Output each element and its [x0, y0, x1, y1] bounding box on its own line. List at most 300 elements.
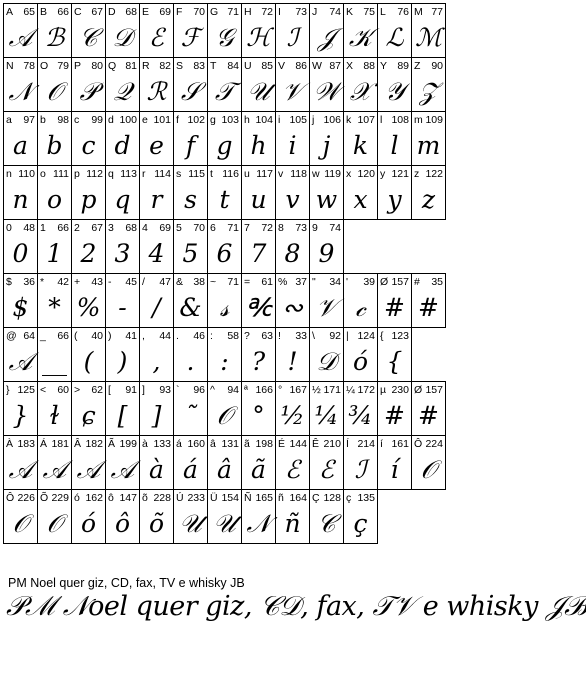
- character-code: 171: [323, 384, 341, 396]
- glyph-cell: [344, 436, 378, 490]
- character-code: 68: [125, 222, 137, 234]
- script-glyph: i: [288, 131, 297, 160]
- cell-label: [210, 113, 239, 127]
- character-key: f: [176, 114, 179, 126]
- script-glyph: 𝒮: [180, 77, 201, 106]
- glyph-cell: [4, 328, 38, 382]
- character-code: 121: [391, 168, 409, 180]
- character-code: 35: [431, 276, 443, 288]
- character-code: 117: [256, 168, 273, 180]
- character-code: 115: [188, 168, 205, 180]
- character-key: e: [142, 114, 148, 126]
- character-code: 36: [23, 276, 35, 288]
- glyph-cell: [344, 4, 378, 58]
- glyph-cell: [242, 490, 276, 544]
- character-key: ': [346, 276, 349, 288]
- script-glyph: ℀: [245, 293, 272, 322]
- grid-row: [4, 58, 446, 112]
- script-glyph: :: [220, 347, 229, 376]
- cell-label: [176, 491, 205, 505]
- cell-label: [414, 275, 443, 289]
- glyph-cell: [72, 382, 106, 436]
- character-code: 78: [23, 60, 35, 72]
- cell-label: [380, 383, 409, 397]
- character-code: 106: [323, 114, 341, 126]
- script-glyph: f: [185, 131, 196, 160]
- empty-cell: [378, 490, 412, 544]
- cell-label: [108, 113, 137, 127]
- cell-label: [40, 167, 69, 181]
- cell-label: [40, 275, 69, 289]
- cell-label: [176, 437, 205, 451]
- character-code: 70: [193, 222, 205, 234]
- cell-label: [312, 5, 341, 19]
- character-key: @: [6, 330, 17, 342]
- character-code: 71: [227, 276, 239, 288]
- script-glyph: ∾: [282, 293, 303, 322]
- script-glyph: ℋ: [246, 23, 271, 52]
- script-glyph: z: [421, 185, 436, 214]
- script-glyph: 𝒲: [313, 77, 340, 106]
- glyph-cell: [378, 4, 412, 58]
- character-key: 7: [244, 222, 250, 234]
- script-glyph: 𝒪: [420, 455, 437, 484]
- script-glyph: ℳ: [415, 23, 442, 52]
- script-glyph: ]: [151, 401, 162, 430]
- character-code: 46: [193, 330, 205, 342]
- script-glyph: u: [250, 185, 267, 214]
- cell-label: [176, 5, 205, 19]
- character-key: H: [244, 6, 252, 18]
- glyph-cell: [310, 490, 344, 544]
- glyph-cell: [140, 436, 174, 490]
- glyph-cell: [378, 382, 412, 436]
- character-key: d: [108, 114, 114, 126]
- glyph-cell: [38, 436, 72, 490]
- glyph-cell: [412, 4, 446, 58]
- script-glyph: b: [46, 131, 63, 160]
- character-code: 93: [159, 384, 171, 396]
- character-code: 63: [261, 330, 273, 342]
- cell-label: [380, 5, 409, 19]
- character-key: !: [278, 330, 281, 342]
- character-code: 97: [23, 114, 35, 126]
- character-code: 101: [153, 114, 171, 126]
- script-glyph: ñ: [284, 509, 301, 538]
- character-key: m: [414, 114, 423, 126]
- cell-label: [176, 167, 205, 181]
- glyph-cell: [242, 382, 276, 436]
- grid-row: [4, 274, 446, 328]
- cell-label: [142, 113, 171, 127]
- script-glyph: 9: [318, 239, 335, 268]
- script-glyph: *: [48, 293, 61, 322]
- character-key: P: [74, 60, 82, 72]
- glyph-cell: [412, 274, 446, 328]
- glyph-cell: [344, 328, 378, 382]
- script-glyph: ℱ: [180, 23, 201, 52]
- glyph-cell: [4, 382, 38, 436]
- glyph-cell: [106, 58, 140, 112]
- character-key: O: [40, 60, 49, 72]
- cell-label: [74, 275, 103, 289]
- character-key: -: [108, 276, 112, 288]
- cell-label: [346, 275, 375, 289]
- character-key: Ê: [312, 438, 320, 450]
- character-key: 5: [176, 222, 182, 234]
- character-key: á: [176, 438, 182, 450]
- glyph-cell: [208, 382, 242, 436]
- grid-row: [4, 166, 446, 220]
- glyph-cell: [174, 4, 208, 58]
- script-glyph: ℬ: [44, 23, 65, 52]
- character-code: 108: [391, 114, 409, 126]
- glyph-cell: [242, 436, 276, 490]
- character-code: 72: [261, 222, 273, 234]
- character-code: 89: [397, 60, 409, 72]
- cell-label: [40, 329, 69, 343]
- script-glyph: ℰ: [318, 455, 335, 484]
- script-glyph: ℛ: [146, 77, 167, 106]
- glyph-cell: [106, 490, 140, 544]
- character-key: o: [40, 168, 46, 180]
- script-glyph: 𝒜: [8, 455, 33, 484]
- glyph-cell: [412, 166, 446, 220]
- glyph-cell: [310, 436, 344, 490]
- character-key: \: [312, 330, 315, 342]
- grid-row: [4, 490, 446, 544]
- character-code: 45: [125, 276, 137, 288]
- character-code: 135: [357, 492, 375, 504]
- cell-label: [210, 275, 239, 289]
- character-key: 4: [142, 222, 148, 234]
- script-glyph: 𝒩: [246, 509, 271, 538]
- glyph-cell: [38, 274, 72, 328]
- script-glyph: p: [80, 185, 97, 214]
- glyph-cell: [378, 274, 412, 328]
- character-key: ã: [244, 438, 250, 450]
- glyph-cell: [208, 58, 242, 112]
- glyph-cell: [242, 274, 276, 328]
- character-key: (: [74, 330, 78, 342]
- cell-label: [108, 59, 137, 73]
- glyph-cell: [174, 220, 208, 274]
- character-code: 182: [85, 438, 103, 450]
- cell-label: [210, 437, 239, 451]
- character-code: 114: [154, 168, 171, 180]
- script-glyph: 𝒦: [348, 23, 373, 52]
- cell-label: [210, 5, 239, 19]
- character-key: Ñ: [244, 492, 252, 504]
- cell-label: [6, 221, 35, 235]
- glyph-cell: [310, 274, 344, 328]
- cell-label: [74, 5, 103, 19]
- cell-label: [244, 59, 273, 73]
- script-glyph: ¾: [348, 401, 373, 430]
- script-glyph: #: [384, 401, 405, 430]
- grid-row: [4, 382, 446, 436]
- grid-row: [4, 4, 446, 58]
- character-code: 66: [57, 6, 69, 18]
- script-glyph: /: [152, 293, 161, 322]
- cell-label: [108, 167, 137, 181]
- cell-label: [176, 329, 205, 343]
- glyph-cell: [140, 166, 174, 220]
- script-glyph: 0: [12, 239, 29, 268]
- cell-label: [312, 329, 341, 343]
- script-glyph: o: [46, 185, 63, 214]
- character-code: 113: [120, 168, 137, 180]
- script-glyph: m: [416, 131, 441, 160]
- cell-label: [414, 167, 443, 181]
- glyph-cell: [310, 4, 344, 58]
- character-key: 1: [40, 222, 46, 234]
- character-key: +: [74, 276, 81, 288]
- script-glyph: [: [117, 401, 128, 430]
- character-code: 71: [227, 6, 239, 18]
- character-key: S: [176, 60, 184, 72]
- glyph-cell: [276, 4, 310, 58]
- character-key: B: [40, 6, 48, 18]
- glyph-cell: [4, 166, 38, 220]
- glyph-cell: [72, 436, 106, 490]
- character-code: 34: [329, 276, 341, 288]
- cell-label: [40, 437, 69, 451]
- glyph-cell: [72, 112, 106, 166]
- cell-label: [210, 383, 239, 397]
- character-key: í: [380, 438, 383, 450]
- cell-label: [6, 491, 35, 505]
- glyph-cell: [106, 436, 140, 490]
- sample-rendered-text: 𝒫ℳ 𝒩oel quer giz, 𝒞𝒟, fax, 𝒯𝒱 e whisky 𝒥ℬ: [6, 591, 586, 622]
- script-glyph: k: [352, 131, 369, 160]
- cell-label: [346, 59, 375, 73]
- script-glyph: ℐ: [354, 455, 367, 484]
- character-key: _: [40, 330, 46, 342]
- cell-label: [244, 491, 273, 505]
- cell-label: [176, 221, 205, 235]
- character-code: 157: [425, 384, 443, 396]
- script-glyph: q: [114, 185, 131, 214]
- script-glyph: a: [13, 131, 28, 160]
- glyph-cell: [378, 58, 412, 112]
- glyph-cell: [344, 112, 378, 166]
- glyph-cell: [38, 220, 72, 274]
- character-code: 86: [295, 60, 307, 72]
- glyph-cell: [378, 112, 412, 166]
- glyph-cell: [208, 274, 242, 328]
- cell-label: [414, 113, 443, 127]
- cell-label: [108, 491, 137, 505]
- character-key: ): [108, 330, 112, 342]
- script-glyph: h: [250, 131, 267, 160]
- cell-label: [278, 167, 307, 181]
- script-glyph: ç: [353, 509, 368, 538]
- script-glyph: 2: [80, 239, 97, 268]
- character-code: 61: [261, 276, 273, 288]
- script-glyph: l: [390, 131, 399, 160]
- character-key: E: [142, 6, 150, 18]
- script-glyph: 𝒥: [317, 23, 336, 52]
- glyph-cell: [174, 112, 208, 166]
- character-code: 160: [187, 438, 205, 450]
- character-key: 9: [312, 222, 318, 234]
- character-key: µ: [380, 384, 387, 396]
- glyph-cell: [412, 112, 446, 166]
- empty-cell: [412, 328, 446, 382]
- character-key: ?: [244, 330, 250, 342]
- character-code: 68: [125, 6, 137, 18]
- glyph-cell: [38, 328, 72, 382]
- cell-label: [142, 59, 171, 73]
- character-key: [: [108, 384, 111, 396]
- cell-label: [74, 383, 103, 397]
- script-glyph: 𝒜: [42, 455, 67, 484]
- character-key: ~: [210, 276, 217, 288]
- character-key: s: [176, 168, 182, 180]
- cell-label: [414, 59, 443, 73]
- character-code: 69: [159, 222, 171, 234]
- cell-label: [346, 437, 375, 451]
- character-code: 41: [125, 330, 137, 342]
- character-code: 88: [363, 60, 375, 72]
- character-key: }: [6, 384, 10, 396]
- character-key: X: [346, 60, 354, 72]
- script-glyph: ɕ: [81, 401, 96, 430]
- cell-label: [244, 329, 273, 343]
- glyph-cell: [344, 274, 378, 328]
- script-glyph: 𝒱: [316, 293, 337, 322]
- character-code: 65: [23, 6, 35, 18]
- glyph-cell: [38, 4, 72, 58]
- character-key: ^: [210, 384, 215, 396]
- script-glyph: 4: [148, 239, 165, 268]
- cell-label: [74, 221, 103, 235]
- character-code: 210: [323, 438, 341, 450]
- script-glyph: d: [114, 131, 131, 160]
- script-glyph: #: [384, 293, 405, 322]
- cell-label: [40, 221, 69, 235]
- character-key: Y: [380, 60, 388, 72]
- script-glyph: c: [81, 131, 96, 160]
- glyph-cell: [208, 220, 242, 274]
- character-code: 230: [391, 384, 409, 396]
- character-code: 120: [357, 168, 375, 180]
- glyph-cell: [344, 382, 378, 436]
- character-code: 224: [425, 438, 443, 450]
- character-key: y: [380, 168, 386, 180]
- character-code: 42: [57, 276, 69, 288]
- script-glyph: ℐ: [286, 23, 299, 52]
- cell-label: [210, 221, 239, 235]
- character-code: 214: [357, 438, 375, 450]
- character-code: 157: [391, 276, 409, 288]
- glyph-cell: [38, 58, 72, 112]
- glyph-cell: [276, 58, 310, 112]
- character-code: 109: [425, 114, 443, 126]
- script-glyph: __: [42, 347, 67, 376]
- character-code: 33: [295, 330, 307, 342]
- cell-label: [380, 275, 409, 289]
- character-code: 124: [357, 330, 375, 342]
- character-key: ]: [142, 384, 145, 396]
- character-code: 233: [187, 492, 205, 504]
- script-glyph: ?: [251, 347, 266, 376]
- character-key: M: [414, 6, 423, 18]
- cell-label: [244, 113, 273, 127]
- cell-label: [6, 59, 35, 73]
- glyph-cell: [276, 112, 310, 166]
- glyph-cell: [242, 4, 276, 58]
- character-code: 84: [227, 60, 239, 72]
- character-key: c: [74, 114, 80, 126]
- script-glyph: 𝒜: [110, 455, 135, 484]
- script-glyph: #: [418, 293, 439, 322]
- glyph-cell: [140, 58, 174, 112]
- script-glyph: ɫ: [49, 401, 60, 430]
- character-code: 69: [159, 6, 171, 18]
- glyph-cell: [276, 166, 310, 220]
- character-key: D: [108, 6, 116, 18]
- cell-label: [6, 5, 35, 19]
- glyph-cell: [106, 166, 140, 220]
- character-code: 181: [51, 438, 69, 450]
- character-key: ó: [74, 492, 80, 504]
- script-glyph: y: [387, 185, 402, 214]
- character-key: V: [278, 60, 286, 72]
- character-key: ô: [108, 492, 114, 504]
- character-key: â: [210, 438, 216, 450]
- cell-label: [142, 221, 171, 235]
- glyph-cell: [208, 490, 242, 544]
- script-glyph: 3: [114, 239, 131, 268]
- character-key: A: [6, 6, 14, 18]
- glyph-cell: [72, 166, 106, 220]
- character-code: 110: [18, 168, 35, 180]
- glyph-cell: [140, 112, 174, 166]
- script-glyph: 𝒰: [213, 509, 236, 538]
- character-code: 70: [193, 6, 205, 18]
- character-key: T: [210, 60, 217, 72]
- character-key: I: [278, 6, 281, 18]
- script-glyph: ˜: [184, 401, 197, 430]
- character-key: |: [346, 330, 349, 342]
- script-glyph: 1: [46, 239, 63, 268]
- glyph-cell: [310, 166, 344, 220]
- cell-label: [380, 437, 409, 451]
- cell-label: [176, 113, 205, 127]
- character-code: 162: [85, 492, 103, 504]
- glyph-cell: [106, 382, 140, 436]
- glyph-cell: [310, 112, 344, 166]
- character-code: 85: [261, 60, 273, 72]
- cell-label: [278, 5, 307, 19]
- empty-cell: [412, 220, 446, 274]
- script-glyph: 𝒪: [216, 401, 233, 430]
- glyph-cell: [140, 490, 174, 544]
- script-glyph: j: [322, 131, 331, 160]
- cell-label: [244, 383, 273, 397]
- cell-label: [40, 5, 69, 19]
- glyph-cell: [412, 436, 446, 490]
- cell-label: [244, 167, 273, 181]
- character-key: .: [176, 330, 179, 342]
- cell-label: [142, 5, 171, 19]
- character-key: Õ: [40, 492, 49, 504]
- script-glyph: 𝓈: [219, 293, 230, 322]
- empty-cell: [412, 490, 446, 544]
- character-code: 90: [431, 60, 443, 72]
